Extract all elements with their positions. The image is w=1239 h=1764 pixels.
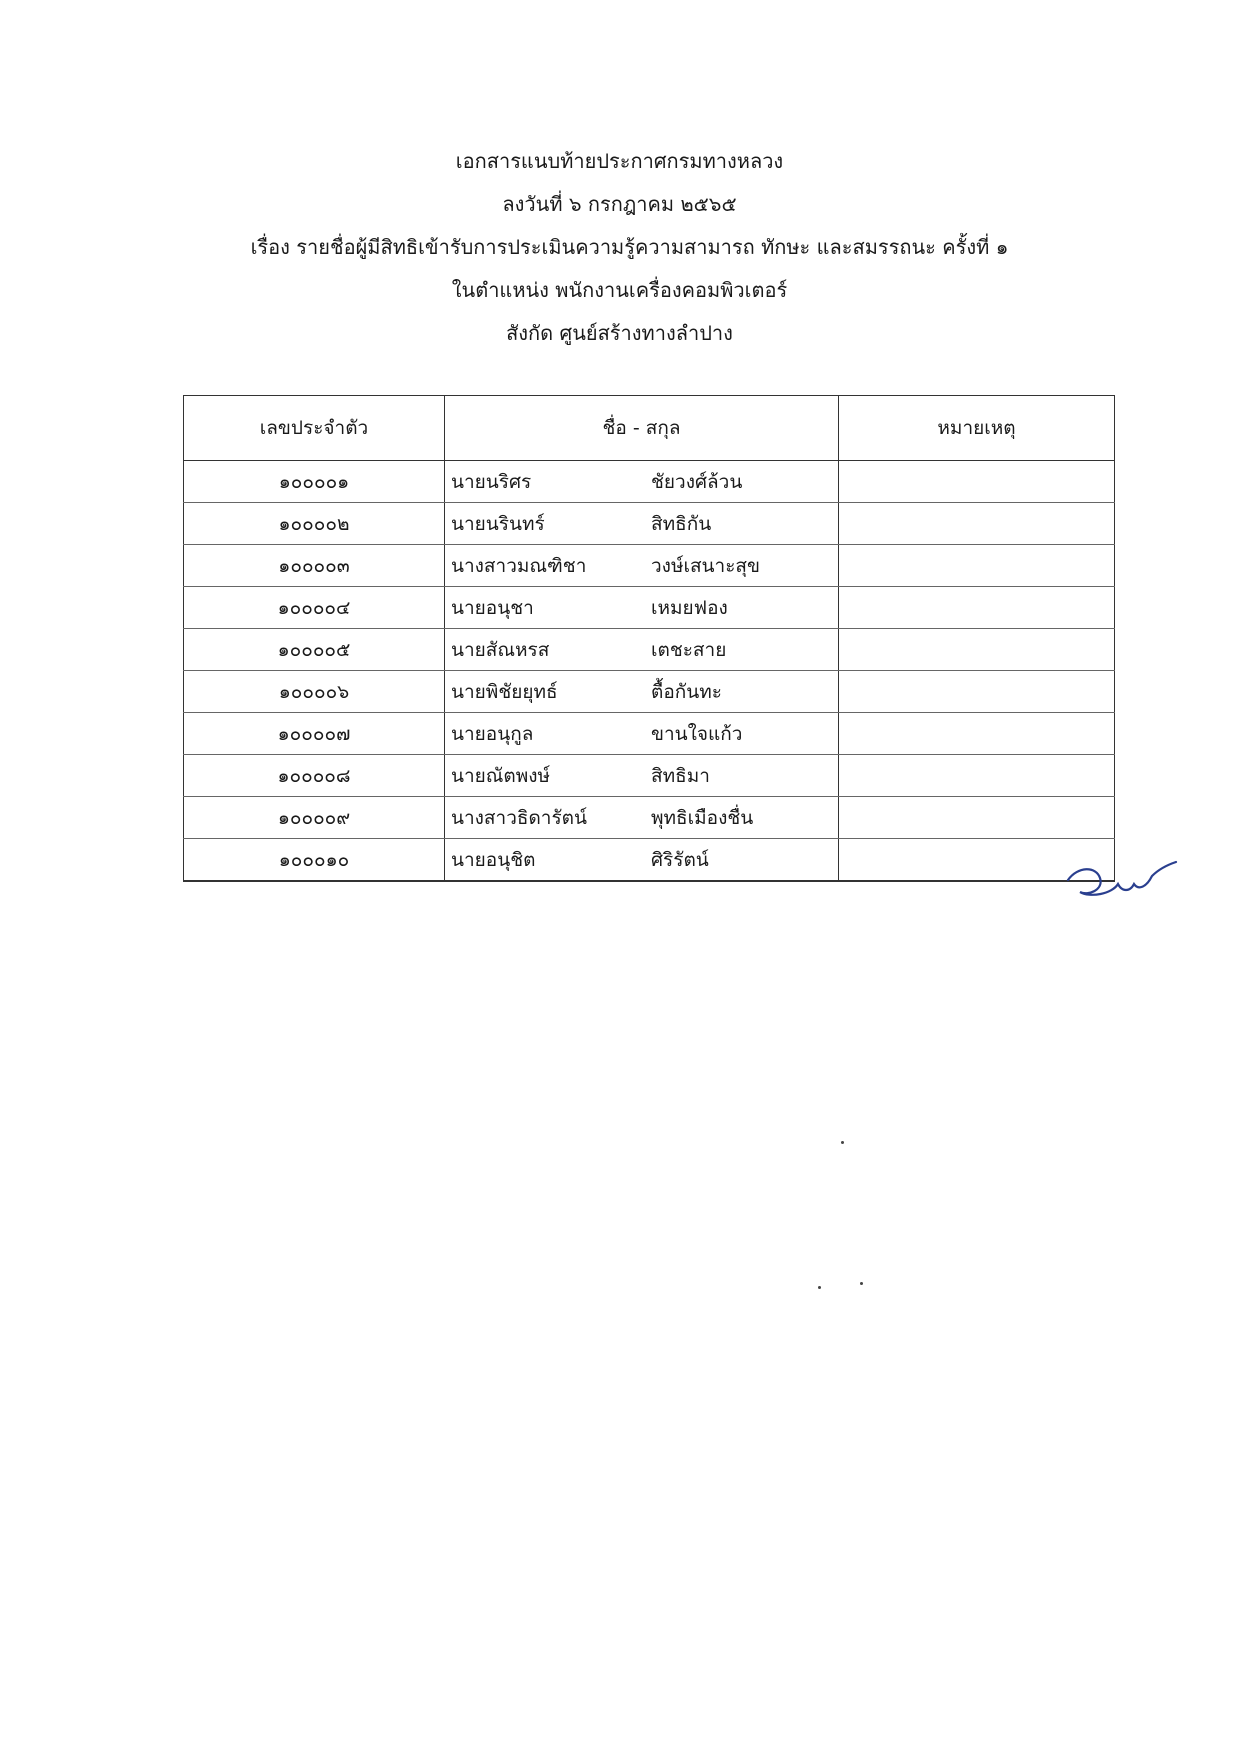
candidate-last-name: ตื้อกันทะ [651, 680, 722, 703]
position-line: ในตำแหน่ง พนักงานเครื่องคอมพิวเตอร์ [451, 278, 788, 302]
candidate-note [839, 671, 1115, 713]
candidate-last-name: พุทธิเมืองชื่น [651, 806, 754, 829]
table-row [184, 629, 1115, 671]
candidate-name-cell [445, 797, 839, 839]
candidate-first-name: นายอนุชา [451, 596, 534, 619]
candidate-last-name: วงษ์เสนาะสุข [651, 554, 761, 577]
candidate-first-name: นายสัณหรส [451, 638, 550, 661]
scan-speck [818, 1286, 821, 1289]
affiliation-line: สังกัด ศูนย์สร้างทางลำปาง [506, 321, 733, 345]
candidate-note [839, 587, 1115, 629]
candidate-note [839, 797, 1115, 839]
candidate-note [839, 461, 1115, 503]
candidate-name-cell [445, 587, 839, 629]
candidate-first-name: นางสาวธิดารัตน์ [451, 806, 588, 829]
candidate-name [445, 713, 838, 754]
scan-speck [860, 1282, 863, 1285]
candidate-id: ๑๐๐๐๐๗ [184, 713, 445, 755]
announcement-date: ลงวันที่ ๖ กรกฎาคม ๒๕๖๕ [502, 192, 737, 216]
candidate-last-name: สิทธิมา [651, 764, 710, 787]
column-header-name: ชื่อ - สกุล [445, 396, 839, 461]
candidate-first-name: นายนรินทร์ [451, 512, 545, 535]
candidate-note [839, 713, 1115, 755]
candidate-name [445, 545, 838, 586]
eligible-candidates-table [183, 395, 1115, 882]
table-row [184, 545, 1115, 587]
candidate-id: ๑๐๐๐๐๓ [184, 545, 445, 587]
candidate-name-cell [445, 461, 839, 503]
table-row [184, 461, 1115, 503]
candidate-last-name: สิทธิกัน [651, 512, 712, 535]
document-header [0, 140, 1239, 355]
candidate-name [445, 503, 838, 544]
table-row [184, 839, 1115, 882]
candidate-name-cell [445, 839, 839, 882]
table-body [184, 461, 1115, 882]
candidate-id: ๑๐๐๐๐๖ [184, 671, 445, 713]
candidate-id: ๑๐๐๐๐๘ [184, 755, 445, 797]
candidate-name-cell [445, 671, 839, 713]
candidate-last-name: ศิริรัตน์ [651, 848, 709, 871]
table-row [184, 755, 1115, 797]
table-row [184, 797, 1115, 839]
attachment-title: เอกสารแนบท้ายประกาศกรมทางหลวง [455, 149, 784, 173]
table-header-row [184, 396, 1115, 461]
candidate-note [839, 545, 1115, 587]
column-header-note: หมายเหตุ [839, 396, 1115, 461]
candidate-name [445, 797, 838, 838]
candidate-name [445, 839, 838, 880]
table-row [184, 713, 1115, 755]
candidate-name [445, 587, 838, 628]
candidate-last-name: เหมยฟอง [651, 596, 728, 619]
candidate-id: ๑๐๐๐๐๑ [184, 461, 445, 503]
candidate-name-cell [445, 755, 839, 797]
candidate-name-cell [445, 713, 839, 755]
candidate-id: ๑๐๐๐๐๙ [184, 797, 445, 839]
table-row [184, 671, 1115, 713]
candidate-name-cell [445, 503, 839, 545]
signature-mark [1060, 858, 1180, 902]
candidate-name-cell [445, 629, 839, 671]
subject-line: เรื่อง รายชื่อผู้มีสิทธิเข้ารับการประเมินความรู้ความสามารถ ทักษะ และสมรรถนะ ครั้งที่ ๑ [250, 235, 1009, 259]
candidate-id: ๑๐๐๐๐๔ [184, 587, 445, 629]
candidate-first-name: นายพิชัยยุทธ์ [451, 680, 558, 703]
candidate-last-name: เตชะสาย [651, 638, 727, 661]
column-header-id: เลขประจำตัว [184, 396, 445, 461]
candidate-name-cell [445, 545, 839, 587]
candidate-name [445, 755, 838, 796]
table-row [184, 587, 1115, 629]
candidate-id: ๑๐๐๐๐๒ [184, 503, 445, 545]
candidate-first-name: นายนริศร [451, 470, 532, 493]
candidate-name [445, 629, 838, 670]
candidate-first-name: นางสาวมณฑิชา [451, 554, 587, 577]
candidate-first-name: นายณัตพงษ์ [451, 764, 551, 787]
scan-speck [841, 1141, 844, 1144]
candidate-note [839, 503, 1115, 545]
candidate-name [445, 671, 838, 712]
candidate-last-name: ชัยวงศ์ล้วน [651, 470, 743, 493]
candidate-note [839, 755, 1115, 797]
candidate-id: ๑๐๐๐๑๐ [184, 839, 445, 882]
table-row [184, 503, 1115, 545]
candidate-last-name: ขานใจแก้ว [651, 722, 743, 745]
candidate-id: ๑๐๐๐๐๕ [184, 629, 445, 671]
candidate-name [445, 461, 838, 502]
candidate-note [839, 629, 1115, 671]
candidate-first-name: นายอนุกูล [451, 722, 534, 745]
candidate-first-name: นายอนุชิต [451, 848, 536, 871]
